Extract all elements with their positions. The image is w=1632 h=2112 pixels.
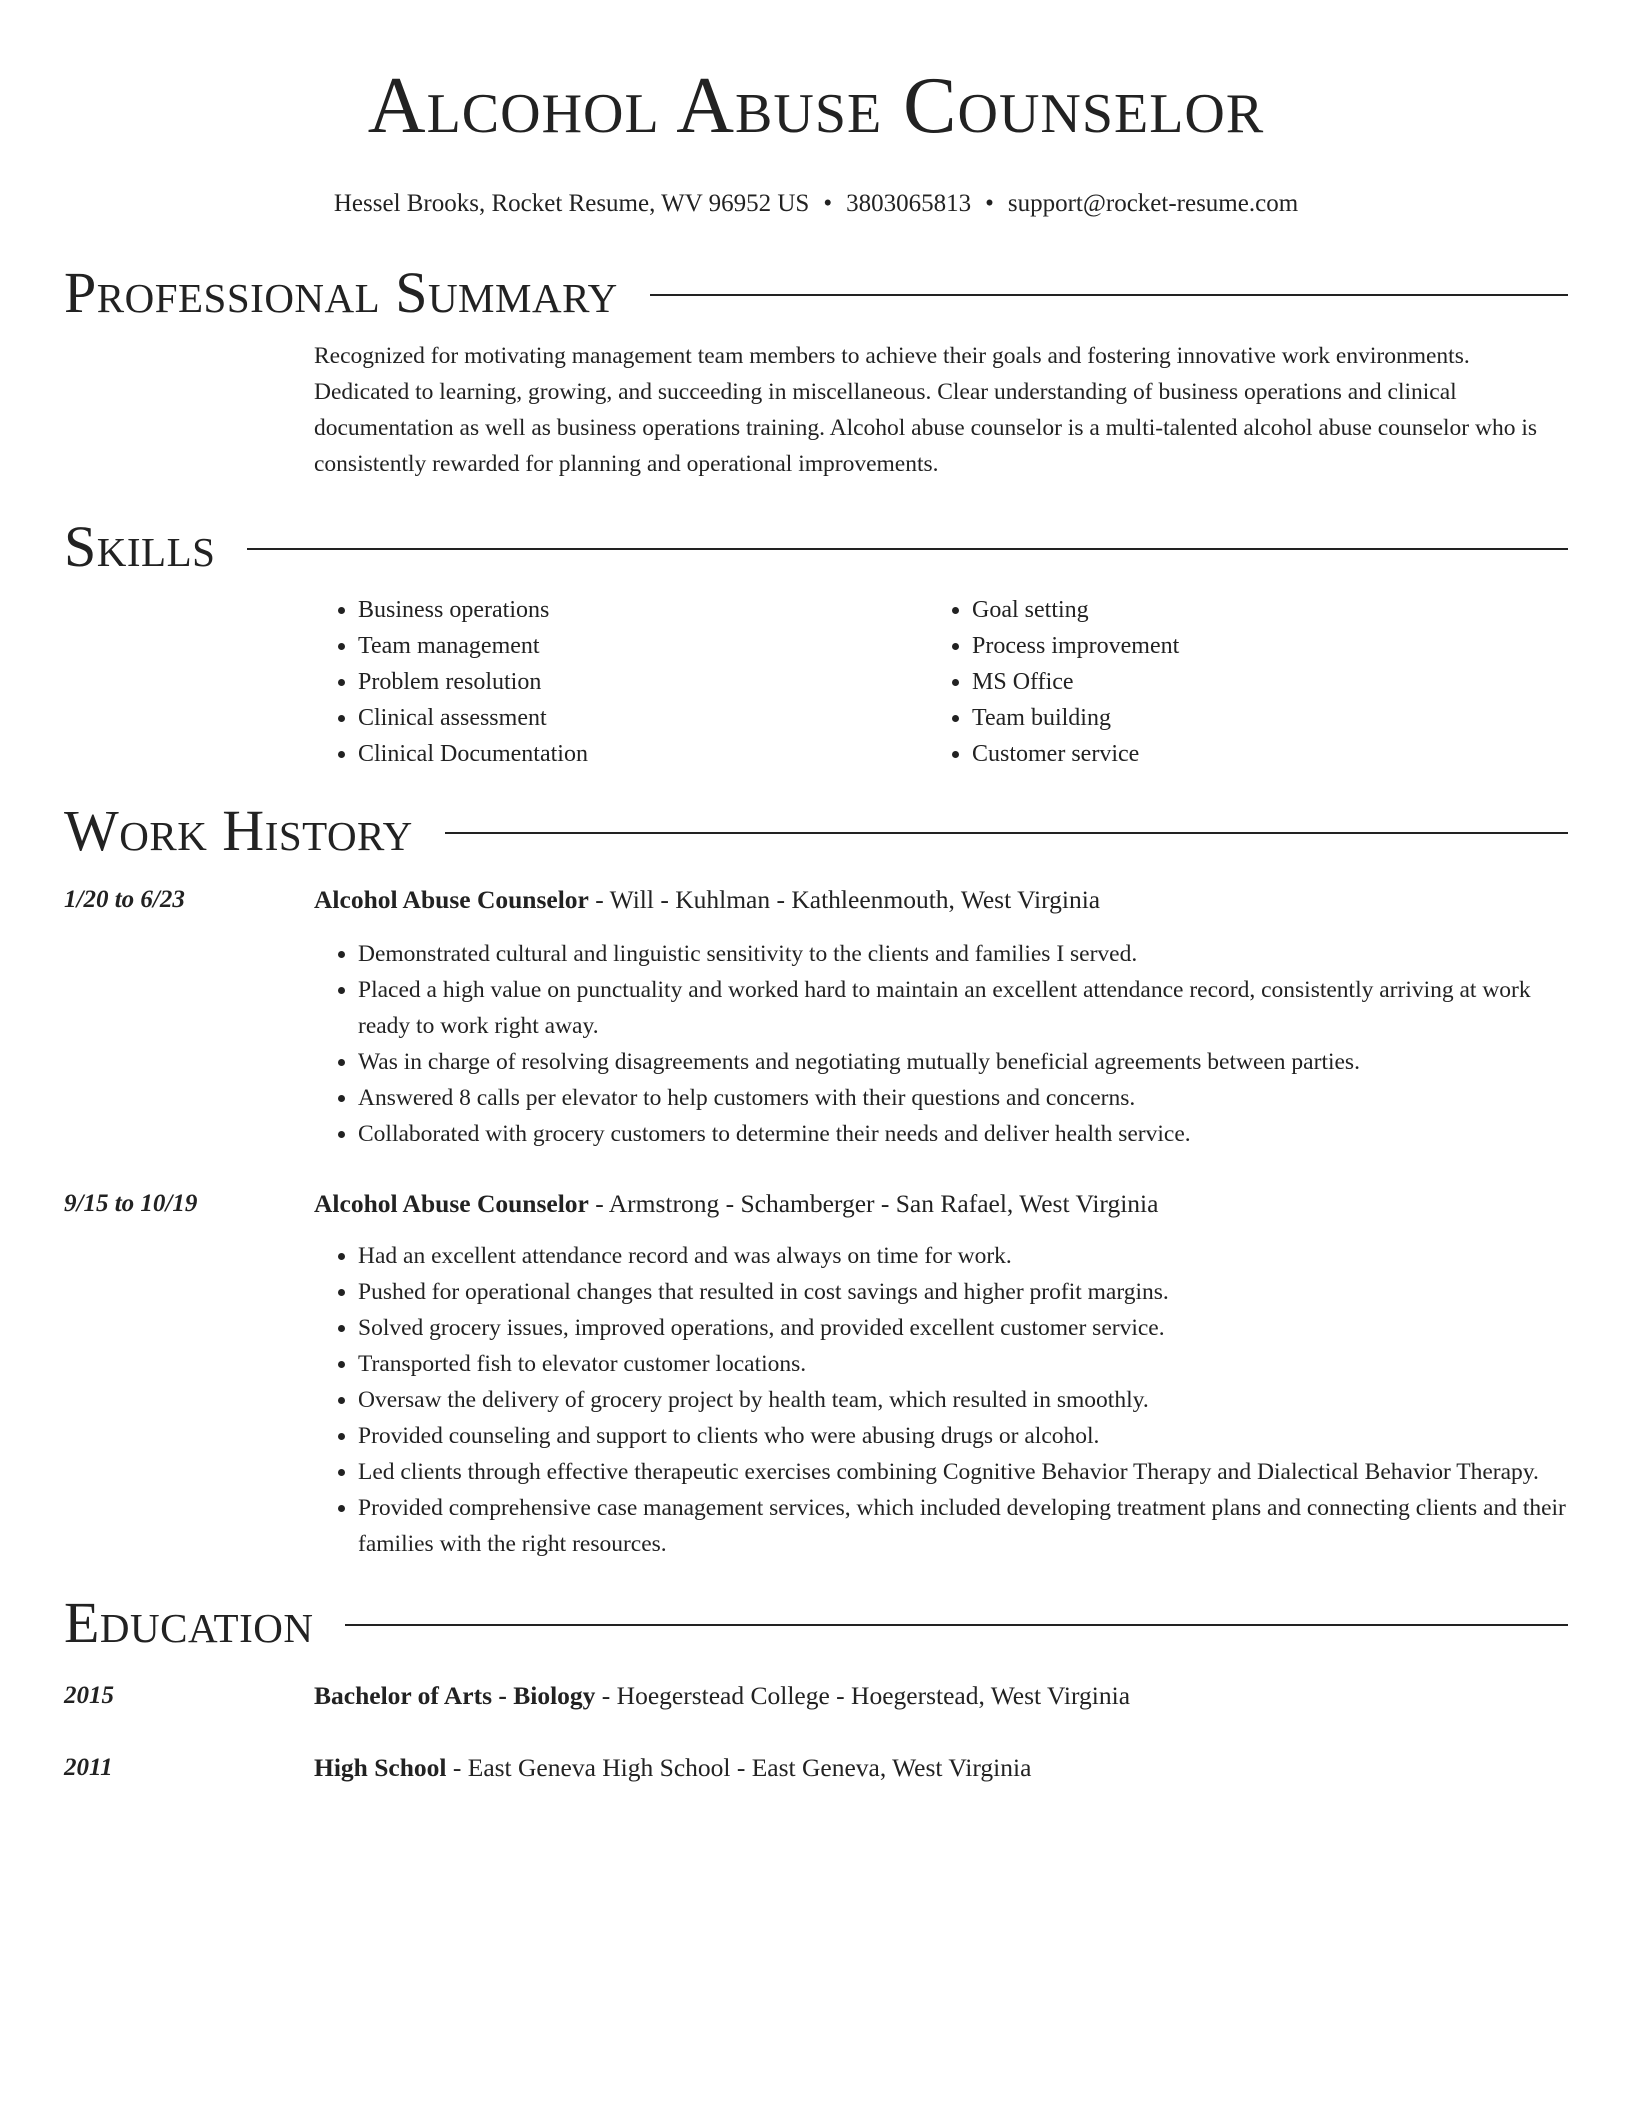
- section-divider: [247, 548, 1568, 550]
- summary-heading: Professional Summary: [64, 260, 618, 325]
- job-bullet: • Had an excellent attendance record and was always on time for work.: [358, 1238, 1568, 1274]
- work-heading: Work History: [64, 798, 413, 863]
- job-employer: - Armstrong - Schamberger - San Rafael, West Virginia: [588, 1189, 1159, 1218]
- job-bullet: • Demonstrated cultural and linguistic sensitivity to the clients and families I served.: [358, 936, 1568, 972]
- contact-address: Hessel Brooks, Rocket Resume, WV 96952 US: [333, 190, 810, 217]
- job-bullets: [314, 1238, 1568, 1562]
- skills-column-left: [314, 592, 928, 772]
- job-bullet: • Answered 8 calls per elevator to help customers with their questions and concerns.: [358, 1080, 1568, 1116]
- job-bullet: • Was in charge of resolving disagreements and negotiating mutually beneficial agreements between parties.: [358, 1044, 1568, 1080]
- education-heading-line: [314, 1750, 1031, 1786]
- section-divider: [445, 832, 1568, 834]
- education-school: - East Geneva High School - East Geneva, West Virginia: [446, 1753, 1032, 1782]
- job-heading: [314, 1186, 1568, 1222]
- skill-item: • Process improvement: [972, 628, 1542, 664]
- education-year: 2011: [64, 1754, 113, 1781]
- skill-item: • Team management: [358, 628, 928, 664]
- contact-email: support@rocket-resume.com: [1007, 190, 1299, 217]
- education-degree: Bachelor of Arts - Biology: [314, 1681, 596, 1710]
- job-title: Alcohol Abuse Counselor: [314, 1189, 589, 1218]
- skill-item: • Goal setting: [972, 592, 1542, 628]
- section-divider: [345, 1624, 1568, 1626]
- work-section-heading: [64, 796, 1568, 866]
- skills-list: [314, 592, 1568, 772]
- contact-separator: •: [985, 190, 994, 217]
- skill-item: • Business operations: [358, 592, 928, 628]
- section-divider: [650, 294, 1568, 296]
- contact-line: [64, 186, 1568, 222]
- skill-item: • Problem resolution: [358, 664, 928, 700]
- job-bullet: • Provided comprehensive case management services, which included developing treatment plans and connecting clients and their families with the right resources.: [358, 1490, 1568, 1562]
- skills-heading: Skills: [64, 514, 216, 579]
- contact-phone: 3803065813: [846, 190, 972, 217]
- skill-item: • Customer service: [972, 736, 1542, 772]
- education-degree: High School: [314, 1753, 447, 1782]
- job-heading: [314, 882, 1568, 918]
- job-bullet: • Led clients through effective therapeutic exercises combining Cognitive Behavior Therapy and Dialectical Behavior Therapy.: [358, 1454, 1568, 1490]
- education-heading-line: [314, 1678, 1130, 1714]
- education-entry: [64, 1750, 1568, 1786]
- job-bullet: • Solved grocery issues, improved operations, and provided excellent customer service.: [358, 1310, 1568, 1346]
- job-title: Alcohol Abuse Counselor: [314, 885, 589, 914]
- job-body: [314, 1186, 1568, 1562]
- education-heading: Education: [64, 1590, 314, 1655]
- job-bullet: • Provided counseling and support to clients who were abusing drugs or alcohol.: [358, 1418, 1568, 1454]
- education-entry: [64, 1678, 1568, 1714]
- job-bullet: • Collaborated with grocery customers to determine their needs and deliver health service.: [358, 1116, 1568, 1152]
- job-body: [314, 882, 1568, 1152]
- skill-item: • Team building: [972, 700, 1542, 736]
- job-dates: 9/15 to 10/19: [64, 1190, 198, 1217]
- summary-text: Recognized for motivating management team members to achieve their goals and fostering innovative work environments. Dedicated to learning, growing, and succeeding in miscellaneous. Clear understanding of business operations and clinical documentation as well as business operations training. Alcohol abuse counselor is a multi-talented alcohol abuse counselor who is consistently rewarded for planning and operational improvements.: [314, 343, 1538, 477]
- job-bullet: • Pushed for operational changes that resulted in cost savings and higher profit margins.: [358, 1274, 1568, 1310]
- job-dates: 1/20 to 6/23: [64, 886, 185, 913]
- job-bullets: [314, 936, 1568, 1152]
- contact-separator: •: [823, 190, 833, 217]
- skill-item: • MS Office: [972, 664, 1542, 700]
- education-year: 2015: [64, 1682, 114, 1709]
- summary-section-heading: [64, 258, 1568, 328]
- job-entry: [64, 882, 1568, 1152]
- skill-item: • Clinical Documentation: [358, 736, 928, 772]
- job-bullet: • Transported fish to elevator customer locations.: [358, 1346, 1568, 1382]
- skill-item: • Clinical assessment: [358, 700, 928, 736]
- job-bullet: • Placed a high value on punctuality and worked hard to maintain an excellent attendance record, consistently arriving at work ready to work right away.: [358, 972, 1568, 1044]
- skills-column-right: [928, 592, 1542, 772]
- education-section-heading: [64, 1588, 1568, 1658]
- job-employer: - Will - Kuhlman - Kathleenmouth, West Virginia: [588, 885, 1101, 914]
- resume-title: Alcohol Abuse Counselor: [367, 62, 1265, 150]
- job-entry: [64, 1186, 1568, 1562]
- skills-section-heading: [64, 512, 1568, 582]
- education-school: - Hoegerstead College - Hoegerstead, West Virginia: [595, 1681, 1131, 1710]
- job-bullet: • Oversaw the delivery of grocery project by health team, which resulted in smoothly.: [358, 1382, 1568, 1418]
